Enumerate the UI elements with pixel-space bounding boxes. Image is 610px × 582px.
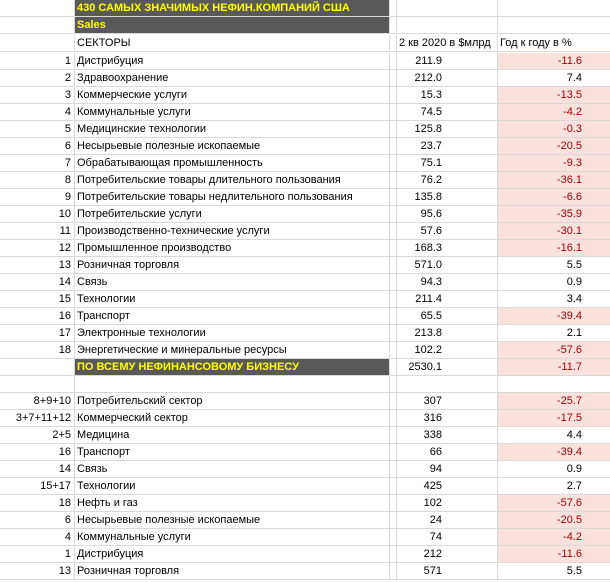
table-row	[0, 546, 610, 563]
row-value[interactable]: 57.6	[397, 223, 498, 240]
cell-empty[interactable]	[390, 17, 397, 34]
row-name[interactable]: Потребительский сектор	[75, 393, 390, 410]
row-yoy[interactable]: -11.6	[498, 53, 610, 70]
cell-empty[interactable]	[390, 512, 397, 529]
cell-empty[interactable]	[390, 529, 397, 546]
table-row	[0, 444, 610, 461]
row-value[interactable]: 212.0	[397, 70, 498, 87]
row-value[interactable]: 23.7	[397, 138, 498, 155]
row-yoy[interactable]: -25.7	[498, 393, 610, 410]
row-yoy[interactable]: -20.5	[498, 138, 610, 155]
cell-empty[interactable]	[390, 359, 397, 376]
row-number[interactable]: 7	[0, 155, 75, 172]
row-yoy[interactable]: 7.4	[498, 70, 610, 87]
cell-empty[interactable]	[0, 0, 75, 17]
row-yoy[interactable]: -39.4	[498, 444, 610, 461]
cell-empty[interactable]	[390, 257, 397, 274]
row-value[interactable]: 15.3	[397, 87, 498, 104]
cell-empty[interactable]	[390, 223, 397, 240]
row-yoy[interactable]: -16.1	[498, 240, 610, 257]
row-number[interactable]: 17	[0, 325, 75, 342]
row-name[interactable]: Производственно-технические услуги	[75, 223, 390, 240]
cell-empty[interactable]	[390, 240, 397, 257]
row-name[interactable]: Медицинские технологии	[75, 121, 390, 138]
row-name[interactable]: Потребительские услуги	[75, 206, 390, 223]
row-name[interactable]: Медицина	[75, 427, 390, 444]
cell-empty[interactable]	[390, 121, 397, 138]
table-row	[0, 53, 610, 70]
row-number[interactable]: 16	[0, 444, 75, 461]
row-value[interactable]: 102.2	[397, 342, 498, 359]
row-number[interactable]: 5	[0, 121, 75, 138]
row-yoy[interactable]: 4.4	[498, 427, 610, 444]
row-value[interactable]: 102	[397, 495, 498, 512]
row-number[interactable]: 8+9+10	[0, 393, 75, 410]
total-value[interactable]: 2530.1	[397, 359, 498, 376]
table-row	[0, 70, 610, 87]
cell-empty[interactable]	[390, 478, 397, 495]
row-name[interactable]: Обрабатывающая промышленность	[75, 155, 390, 172]
row-name[interactable]: Электронные технологии	[75, 325, 390, 342]
cell-empty[interactable]	[75, 376, 390, 393]
row-name[interactable]: Транспорт	[75, 444, 390, 461]
row-yoy[interactable]: -4.2	[498, 529, 610, 546]
row-yoy[interactable]: -30.1	[498, 223, 610, 240]
table-row	[0, 291, 610, 308]
row-yoy[interactable]: 3.4	[498, 291, 610, 308]
cell-empty[interactable]	[390, 325, 397, 342]
row-number[interactable]: 4	[0, 529, 75, 546]
row-number[interactable]: 11	[0, 223, 75, 240]
row-yoy[interactable]: -39.4	[498, 308, 610, 325]
header-row	[0, 35, 610, 52]
row-name[interactable]: Коммерческие услуги	[75, 87, 390, 104]
table-row	[0, 257, 610, 274]
row-number[interactable]: 9	[0, 189, 75, 206]
cell-empty[interactable]	[390, 495, 397, 512]
table-row	[0, 427, 610, 444]
total-yoy[interactable]: -11.7	[498, 359, 610, 376]
row-yoy[interactable]: -57.6	[498, 495, 610, 512]
row-name[interactable]: Потребительские товары длительного пользования	[75, 172, 390, 189]
row-yoy[interactable]: -36.1	[498, 172, 610, 189]
cell-empty[interactable]	[390, 104, 397, 121]
cell-empty[interactable]	[390, 461, 397, 478]
row-name[interactable]: Несырьевые полезные ископаемые	[75, 138, 390, 155]
cell-empty[interactable]	[390, 35, 397, 52]
table-row	[0, 155, 610, 172]
cell-empty[interactable]	[390, 342, 397, 359]
cell-empty[interactable]	[390, 53, 397, 70]
row-value[interactable]: 94.3	[397, 274, 498, 291]
row-name[interactable]: Коммунальные услуги	[75, 104, 390, 121]
cell-empty[interactable]	[390, 291, 397, 308]
row-yoy[interactable]: -57.6	[498, 342, 610, 359]
row-value[interactable]: 316	[397, 410, 498, 427]
table-row	[0, 308, 610, 325]
cell-empty[interactable]	[390, 308, 397, 325]
table-row	[0, 410, 610, 427]
subtitle-row	[0, 17, 610, 34]
row-value[interactable]: 24	[397, 512, 498, 529]
row-value[interactable]: 571.0	[397, 257, 498, 274]
cell-empty[interactable]	[390, 410, 397, 427]
row-name[interactable]: Связь	[75, 274, 390, 291]
row-number[interactable]: 14	[0, 461, 75, 478]
row-value[interactable]: 74	[397, 529, 498, 546]
header-yoy[interactable]: Год к году в %	[498, 35, 610, 52]
table-row	[0, 121, 610, 138]
row-number[interactable]: 15+17	[0, 478, 75, 495]
row-number[interactable]: 3+7+11+12	[0, 410, 75, 427]
table-row	[0, 274, 610, 291]
row-value[interactable]: 168.3	[397, 240, 498, 257]
cell-empty[interactable]	[390, 206, 397, 223]
row-value[interactable]: 94	[397, 461, 498, 478]
row-name[interactable]: Технологии	[75, 478, 390, 495]
cell-empty[interactable]	[0, 359, 75, 376]
cell-empty[interactable]	[390, 376, 397, 393]
table-row	[0, 240, 610, 257]
table-row	[0, 563, 610, 580]
table-row	[0, 461, 610, 478]
cell-empty[interactable]	[390, 0, 397, 17]
total-label[interactable]: ПО ВСЕМУ НЕФИНАНСОВОМУ БИЗНЕСУ	[75, 359, 390, 376]
row-name[interactable]: Транспорт	[75, 308, 390, 325]
cell-empty[interactable]	[397, 17, 498, 34]
table-row	[0, 172, 610, 189]
table-row	[0, 512, 610, 529]
row-number[interactable]: 2+5	[0, 427, 75, 444]
row-name[interactable]: Промышленное производство	[75, 240, 390, 257]
row-yoy[interactable]: -0.3	[498, 121, 610, 138]
header-value[interactable]: 2 кв 2020 в $млрд	[397, 35, 498, 52]
table-subtitle[interactable]: Sales	[75, 17, 390, 34]
row-value[interactable]: 425	[397, 478, 498, 495]
cell-empty[interactable]	[390, 274, 397, 291]
cell-empty[interactable]	[397, 0, 498, 17]
table-row	[0, 138, 610, 155]
row-yoy[interactable]: -11.6	[498, 546, 610, 563]
row-value[interactable]: 211.4	[397, 291, 498, 308]
row-name[interactable]: Потребительские товары недлительного пользования	[75, 189, 390, 206]
row-yoy[interactable]: -13.5	[498, 87, 610, 104]
table-row	[0, 87, 610, 104]
row-yoy[interactable]: 0.9	[498, 461, 610, 478]
table-row	[0, 325, 610, 342]
table-title[interactable]: 430 САМЫХ ЗНАЧИМЫХ НЕФИН.КОМПАНИЙ США	[75, 0, 390, 17]
table-row	[0, 393, 610, 410]
row-number[interactable]: 8	[0, 172, 75, 189]
row-value[interactable]: 211.9	[397, 53, 498, 70]
row-value[interactable]: 135.8	[397, 189, 498, 206]
cell-empty[interactable]	[390, 189, 397, 206]
row-number[interactable]: 18	[0, 342, 75, 359]
row-value[interactable]: 76.2	[397, 172, 498, 189]
row-number[interactable]: 15	[0, 291, 75, 308]
row-yoy[interactable]: -6.6	[498, 189, 610, 206]
cell-empty[interactable]	[0, 17, 75, 34]
row-name[interactable]: Энергетические и минеральные ресурсы	[75, 342, 390, 359]
cell-empty[interactable]	[498, 0, 610, 17]
row-value[interactable]: 571	[397, 563, 498, 580]
cell-empty[interactable]	[397, 376, 498, 393]
row-name[interactable]: Дистрибуция	[75, 53, 390, 70]
blank-row	[0, 376, 610, 393]
row-yoy[interactable]: -17.5	[498, 410, 610, 427]
table-row	[0, 478, 610, 495]
row-number[interactable]: 6	[0, 138, 75, 155]
row-number[interactable]: 10	[0, 206, 75, 223]
cell-empty[interactable]	[390, 427, 397, 444]
table-row	[0, 529, 610, 546]
cell-empty[interactable]	[390, 563, 397, 580]
row-name[interactable]: Розничная торговля	[75, 563, 390, 580]
row-name[interactable]: Технологии	[75, 291, 390, 308]
row-value[interactable]: 74.5	[397, 104, 498, 121]
title-row	[0, 0, 610, 17]
table-row	[0, 342, 610, 359]
cell-empty[interactable]	[390, 70, 397, 87]
cell-empty[interactable]	[390, 444, 397, 461]
row-number[interactable]: 1	[0, 546, 75, 563]
row-value[interactable]: 307	[397, 393, 498, 410]
row-value[interactable]: 338	[397, 427, 498, 444]
total-row	[0, 359, 610, 376]
row-yoy[interactable]: 2.7	[498, 478, 610, 495]
row-name[interactable]: Дистрибуция	[75, 546, 390, 563]
cell-empty[interactable]	[390, 155, 397, 172]
row-yoy[interactable]: -4.2	[498, 104, 610, 121]
table-row	[0, 223, 610, 240]
table-row	[0, 189, 610, 206]
row-value[interactable]: 212	[397, 546, 498, 563]
row-name[interactable]: Связь	[75, 461, 390, 478]
table-row	[0, 206, 610, 223]
row-number[interactable]: 12	[0, 240, 75, 257]
row-number[interactable]: 14	[0, 274, 75, 291]
table-row	[0, 104, 610, 121]
cell-empty[interactable]	[390, 393, 397, 410]
row-number[interactable]: 18	[0, 495, 75, 512]
header-sectors[interactable]: СЕКТОРЫ	[75, 35, 390, 52]
row-name[interactable]: Нефть и газ	[75, 495, 390, 512]
row-number[interactable]: 13	[0, 257, 75, 274]
row-number[interactable]: 6	[0, 512, 75, 529]
row-name[interactable]: Здравоохранение	[75, 70, 390, 87]
row-yoy[interactable]: 5.5	[498, 257, 610, 274]
cell-empty[interactable]	[0, 35, 75, 52]
row-name[interactable]: Коммерческий сектор	[75, 410, 390, 427]
cell-empty[interactable]	[390, 138, 397, 155]
row-number[interactable]: 13	[0, 563, 75, 580]
cell-empty[interactable]	[390, 87, 397, 104]
row-value[interactable]: 213.8	[397, 325, 498, 342]
row-value[interactable]: 95.6	[397, 206, 498, 223]
row-number[interactable]: 16	[0, 308, 75, 325]
cell-empty[interactable]	[498, 17, 610, 34]
row-number[interactable]: 2	[0, 70, 75, 87]
row-yoy[interactable]: 0.9	[498, 274, 610, 291]
row-yoy[interactable]: -20.5	[498, 512, 610, 529]
row-yoy[interactable]: 2.1	[498, 325, 610, 342]
cell-empty[interactable]	[0, 376, 75, 393]
cell-empty[interactable]	[390, 172, 397, 189]
row-yoy[interactable]: -35.9	[498, 206, 610, 223]
row-value[interactable]: 66	[397, 444, 498, 461]
table-row	[0, 495, 610, 512]
row-yoy[interactable]: -9.3	[498, 155, 610, 172]
row-value[interactable]: 125.8	[397, 121, 498, 138]
row-number[interactable]: 1	[0, 53, 75, 70]
row-number[interactable]: 3	[0, 87, 75, 104]
row-value[interactable]: 75.1	[397, 155, 498, 172]
row-yoy[interactable]: 5.5	[498, 563, 610, 580]
row-name[interactable]: Розничная торговля	[75, 257, 390, 274]
cell-empty[interactable]	[390, 546, 397, 563]
row-number[interactable]: 4	[0, 104, 75, 121]
row-name[interactable]: Коммунальные услуги	[75, 529, 390, 546]
cell-empty[interactable]	[498, 376, 610, 393]
row-value[interactable]: 65.5	[397, 308, 498, 325]
row-name[interactable]: Несырьевые полезные ископаемые	[75, 512, 390, 529]
